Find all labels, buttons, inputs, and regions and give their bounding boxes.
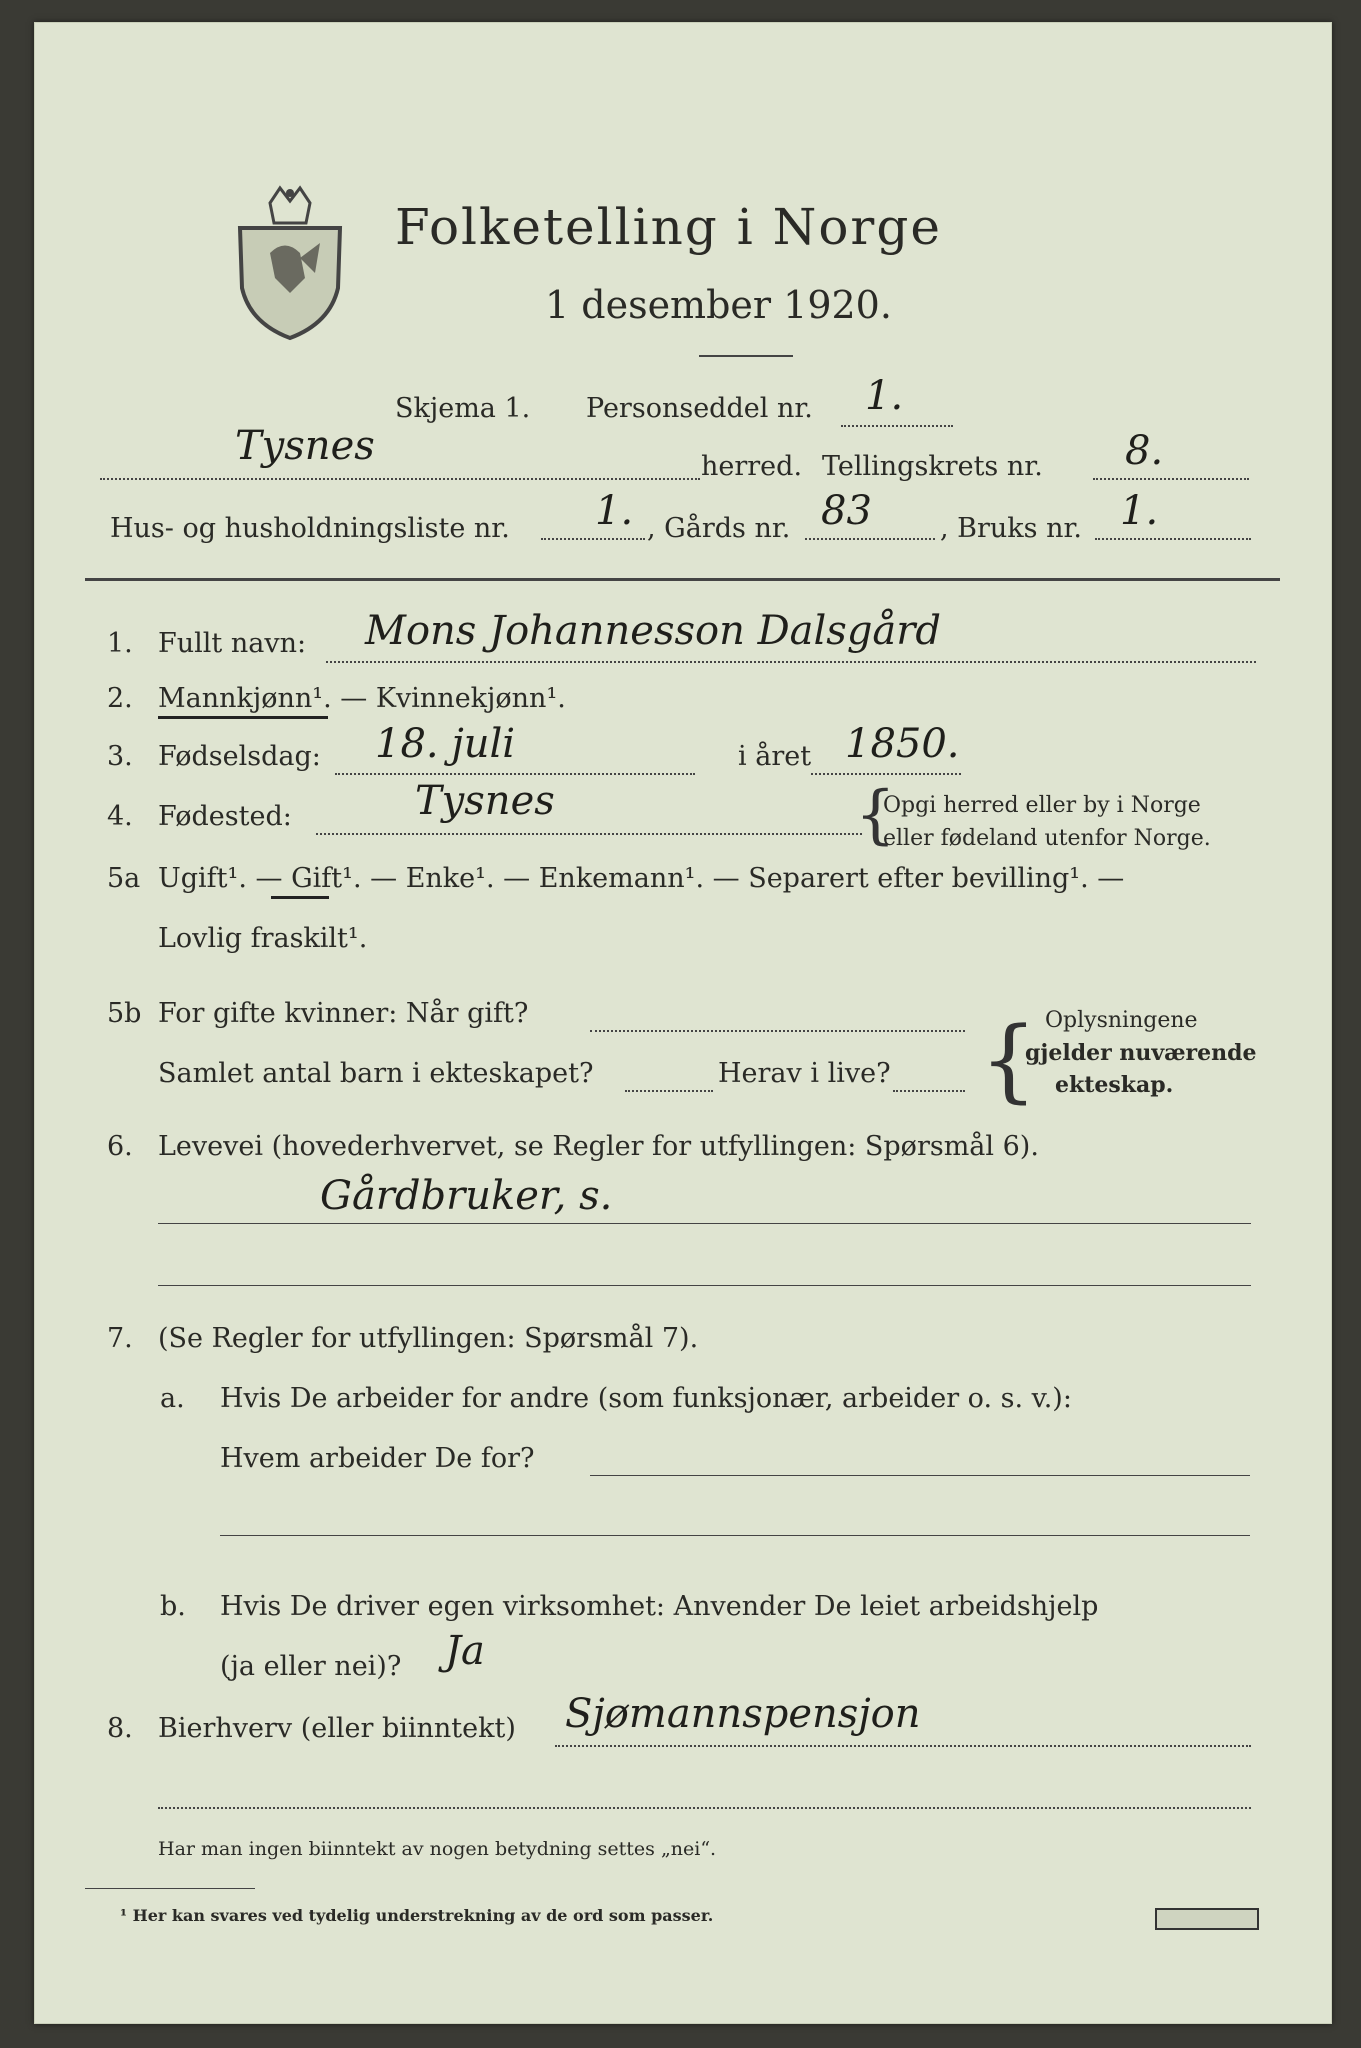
footer-note: Har man ingen biinntekt av nogen betydning settes „nei“. — [158, 1838, 717, 1860]
q3-value: 18. juli — [375, 721, 516, 767]
q3-year-label: i året — [738, 741, 812, 772]
q7b-text: Hvis De driver egen virksomhet: Anvender De leiet arbeidshjelp — [220, 1591, 1099, 1622]
husliste-value: 1. — [595, 488, 634, 534]
personseddel-value: 1. — [865, 373, 904, 419]
personseddel-label: Personseddel nr. — [586, 393, 813, 424]
q1-number: 1. — [107, 628, 133, 659]
q6-value: Gårdbruker, s. — [320, 1173, 613, 1219]
census-form: Folketelling i Norge 1 desember 1920. Skjema 1. Personseddel nr. 1. Tysnes herred. Tellingskrets nr. 8. Hus- og husholdningsliste nr. 1. , Gårds nr. 83 , Bruks nr. 1. 1. Fullt navn: Mons Johannesson Dalsgård 2. Mannkjønn¹. — Kvinnekjønn¹. 3. Fødselsdag: 18. juli i året 1850. 4. Fødested: Tysnes { Opgi herred eller by i Norge eller fødeland utenfor Norge. 5a Ugift¹. — Gift¹. — Enke¹. — Enkemann¹. — Separert efter bevilling¹. — Lovlig fraskilt¹. 5b For gifte kvinner: Når gift? Samlet antal barn i ekteskapet? Herav i live? { Oplysningene gjelder nuværende ekteskap. 6. Levevei (hovederhvervet, se Regler for utfyllingen: Spørsmål 6). Gårdbruker, s. 7. (Se Regler for utfyllingen: Spørsmål 7). a. Hvis De arbeider for andre (som funksjonær, arbeider o. s. v.): Hvem arbeider De for? b. Hvis De driver egen virksomhet: Anvender De leiet arbeidshjelp (ja eller nei)? Ja 8. Bierhverv (eller biinntekt) Sjømannspensjon Har man ingen biinntekt av nogen betydning settes „nei“. ¹ Her kan svares ved tydelig understrekning av de ord som passer. — [34, 22, 1332, 2024]
q4-number: 4. — [107, 801, 133, 832]
tellingskrets-label: Tellingskrets nr. — [822, 451, 1043, 482]
q6-number: 6. — [107, 1131, 133, 1162]
gift-underline — [271, 896, 329, 899]
q4-note-1: Opgi herred eller by i Norge — [883, 793, 1201, 818]
q8-label: Bierhverv (eller biinntekt) — [158, 1713, 516, 1744]
q5a-number: 5a — [107, 863, 141, 894]
q2-options: Mannkjønn¹. — Kvinnekjønn¹. — [158, 683, 566, 714]
q4-value: Tysnes — [415, 778, 555, 824]
q5a-options-2: Lovlig fraskilt¹. — [158, 923, 368, 954]
gards-value: 83 — [821, 488, 872, 534]
q5b-note-3: ekteskap. — [1055, 1072, 1174, 1098]
q8-value: Sjømannspensjon — [565, 1691, 921, 1737]
q7a-text: Hvis De arbeider for andre (som funksjonær, arbeider o. s. v.): — [220, 1383, 1072, 1414]
q3-label: Fødselsdag: — [158, 741, 321, 772]
q4-note-2: eller fødeland utenfor Norge. — [883, 826, 1211, 851]
footnote: ¹ Her kan svares ved tydelig understrekning av de ord som passer. — [120, 1906, 714, 1925]
q3-year: 1850. — [845, 721, 960, 767]
gards-label: , Gårds nr. — [647, 513, 791, 544]
bruks-value: 1. — [1120, 488, 1159, 534]
q7b-value: Ja — [445, 1628, 485, 1674]
q5b-note-1: Oplysningene — [1045, 1008, 1198, 1033]
q8-number: 8. — [107, 1713, 133, 1744]
q7a-text-2: Hvem arbeider De for? — [220, 1443, 535, 1474]
q5b-label: For gifte kvinner: Når gift? — [158, 998, 529, 1029]
q5b-number: 5b — [107, 998, 142, 1029]
printer-stamp-icon — [1155, 1908, 1259, 1930]
q7b-letter: b. — [160, 1591, 186, 1622]
coat-of-arms-icon — [230, 183, 350, 343]
q7b-text-2: (ja eller nei)? — [220, 1651, 402, 1682]
q1-value: Mons Johannesson Dalsgård — [365, 608, 941, 654]
q7-label: (Se Regler for utfyllingen: Spørsmål 7). — [158, 1323, 699, 1354]
q1-label: Fullt navn: — [158, 628, 307, 659]
bruks-label: , Bruks nr. — [940, 513, 1083, 544]
q2-number: 2. — [107, 683, 133, 714]
herred-value: Tysnes — [235, 423, 375, 469]
q4-label: Fødested: — [158, 801, 292, 832]
skjema-label: Skjema 1. — [395, 393, 531, 424]
q7a-letter: a. — [160, 1383, 185, 1414]
mannkjonn-underline — [158, 716, 328, 719]
q5b-note-2: gjelder nuværende — [1025, 1040, 1257, 1066]
q6-label: Levevei (hovederhvervet, se Regler for utfyllingen: Spørsmål 6). — [158, 1131, 1039, 1162]
form-date: 1 desember 1920. — [545, 283, 892, 327]
form-title: Folketelling i Norge — [395, 198, 942, 256]
q5a-options: Ugift¹. — Gift¹. — Enke¹. — Enkemann¹. — Separert efter bevilling¹. — — [158, 863, 1125, 894]
husliste-label: Hus- og husholdningsliste nr. — [110, 513, 510, 544]
herred-label: herred. — [701, 451, 803, 482]
tellingskrets-value: 8. — [1125, 428, 1164, 474]
q7-number: 7. — [107, 1323, 133, 1354]
q5b-children-label: Samlet antal barn i ekteskapet? — [158, 1058, 594, 1089]
q3-number: 3. — [107, 741, 133, 772]
q5b-alive-label: Herav i live? — [718, 1058, 891, 1089]
